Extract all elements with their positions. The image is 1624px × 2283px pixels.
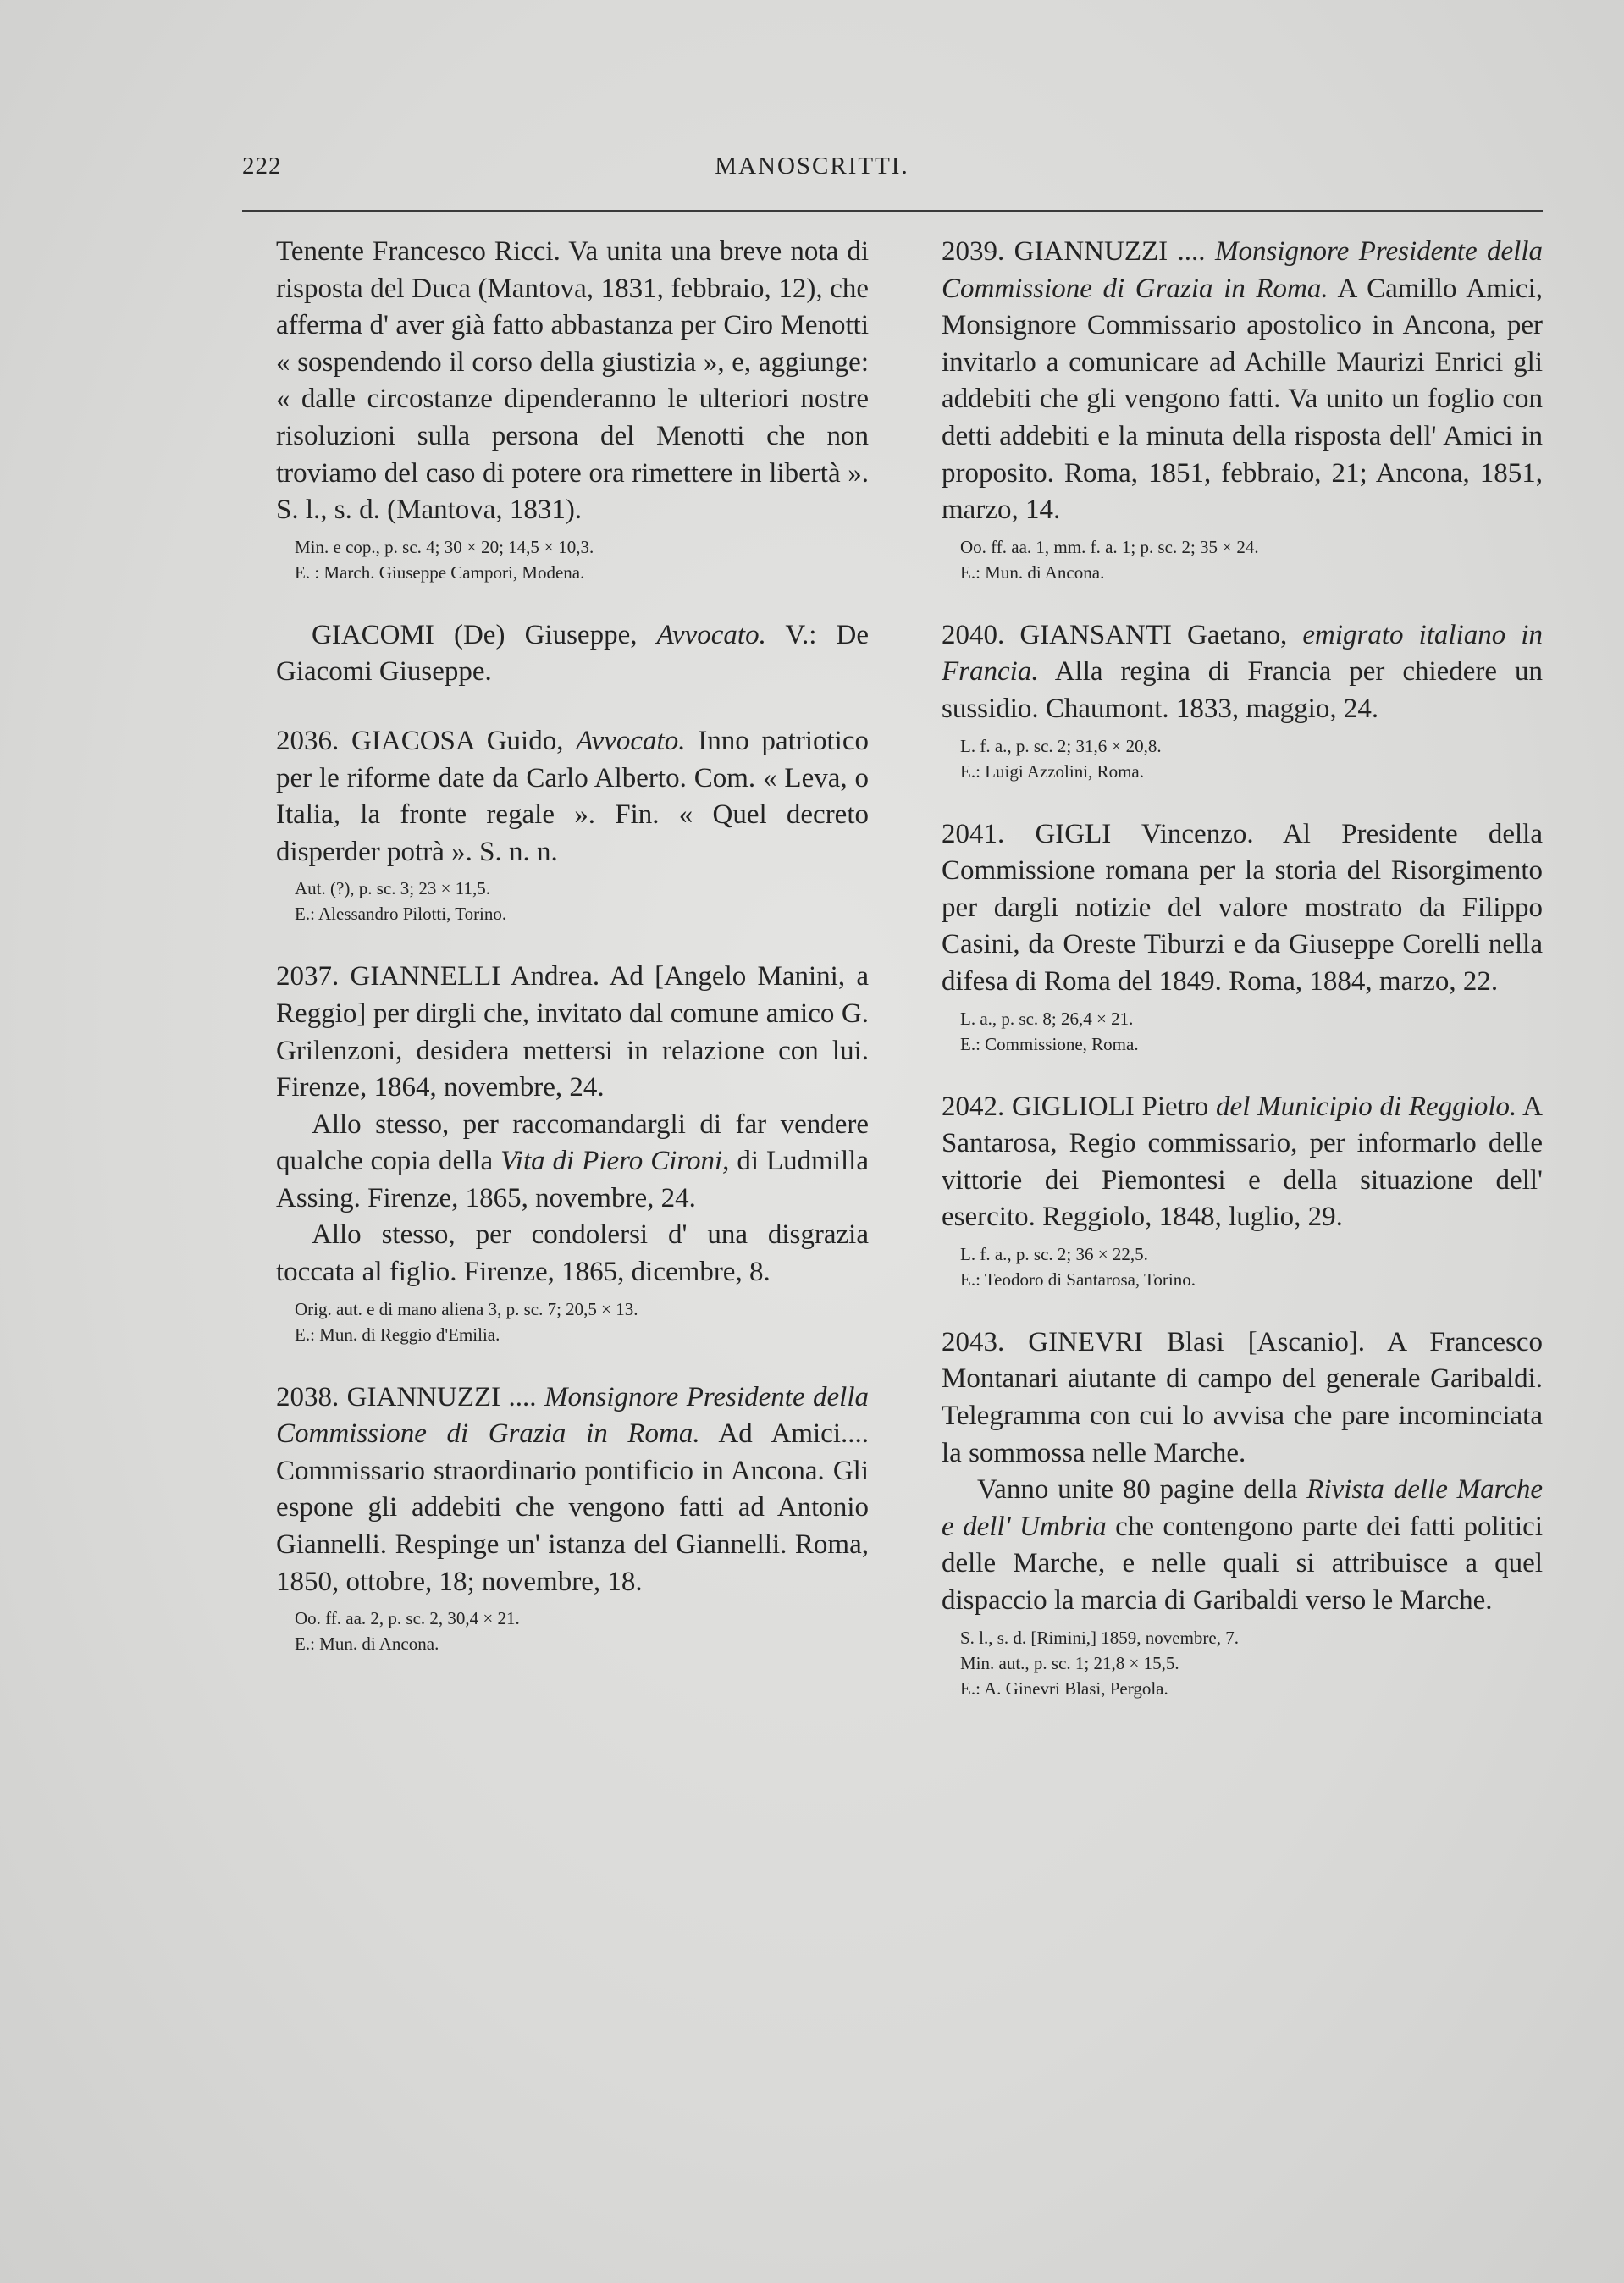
- meta-line: E.: Luigi Azzolini, Roma.: [960, 760, 1144, 782]
- entry-2041: [942, 816, 1543, 1057]
- entry-text: A Santarosa, Regio commissario, per informarlo delle vittorie dei Piemontesi e della situazione dell' esercito. Reggiolo, 1848, luglio, 29.: [942, 1091, 1543, 1233]
- entry-meta: [276, 876, 869, 926]
- entry-2043: [942, 1324, 1543, 1701]
- entry-text: Alla regina di Francia per chiedere un sussidio. Chaumont. 1833, maggio, 24.: [942, 656, 1543, 724]
- meta-line: Orig. aut. e di mano aliena 3, p. sc. 7; 20,5 × 13.: [295, 1298, 638, 1319]
- entry-head-italic: del Municipio di Reggiolo.: [1216, 1091, 1517, 1122]
- entry-meta: [276, 534, 869, 585]
- meta-line: E.: Mun. di Ancona.: [295, 1633, 439, 1655]
- meta-line: E.: Mun. di Reggio d'Emilia.: [295, 1324, 500, 1345]
- entry-text: che contengono parte dei fatti politici delle Marche, e nelle quali si attribuisce a quel dispaccio la marcia di Garibaldi verso le Marche.: [942, 1511, 1543, 1617]
- meta-line: Oo. ff. aa. 2, p. sc. 2, 30,4 × 21.: [295, 1608, 520, 1629]
- entry-head-italic: Monsignore Presidente della Commissione di Grazia in Roma.: [276, 1381, 870, 1450]
- entry-head-italic: Monsignore Presidente della Commissione di Grazia in Roma.: [942, 236, 1544, 304]
- entry-meta: [942, 1241, 1543, 1292]
- meta-line: Min. e cop., p. sc. 4; 30 × 20; 14,5 × 10,3.: [295, 536, 594, 557]
- entry-text: Tenente Francesco Ricci. Va unita una breve nota di risposta del Duca (Mantova, 1831, febbraio, 12), che afferma d' aver già fatto abbastanza per Ciro Menotti « sospendendo il corso della giustizia », e, aggiunge: « dalle circostanze dipenderanno le ulteriori nostre risoluzioni sulla persona del Menotti che non troviamo del caso di potere ora rimettere in libertà ». S. l., s. d. (Mantova, 1831).: [276, 236, 869, 526]
- entry-text: Allo stesso, per raccomandargli di far vendere qualche copia della: [276, 1108, 869, 1177]
- entry-italic-title: Vita di Piero Cironi,: [500, 1146, 730, 1177]
- entry-head: 2042. GIGLIOLI Pietro: [942, 1091, 1209, 1122]
- entry-text: 2037. GIANNELLI Andrea. Ad [Angelo Manini, a Reggio] per dirgli che, invitato dal comune amico G. Grilenzoni, desidera mettersi in relazione con lui. Firenze, 1864, novembre, 24.: [276, 961, 869, 1103]
- running-title: MANOSCRITTI.: [715, 152, 909, 180]
- entry-text: 2043. GINEVRI Blasi [Ascanio]. A Francesco Montanari aiutante di campo del generale Garibaldi. Telegramma con cui lo avvisa che pare incominciata la sommossa nelle Marche.: [942, 1326, 1543, 1468]
- entry-head-italic: Avvocato.: [576, 725, 686, 756]
- entry-head-italic: emigrato italiano in Francia.: [942, 619, 1544, 688]
- meta-line: S. l., s. d. [Rimini,] 1859, novembre, 7.: [960, 1627, 1239, 1648]
- meta-line: L. a., p. sc. 8; 26,4 × 21.: [960, 1008, 1134, 1029]
- meta-line: E.: Mun. di Ancona.: [960, 561, 1105, 583]
- entry-head: 2036. GIACOSA Guido,: [276, 725, 564, 756]
- meta-line: E.: Teodoro di Santarosa, Torino.: [960, 1269, 1196, 1290]
- entry-meta: [942, 534, 1543, 585]
- entry-head: 2039. GIANNUZZI ....: [942, 236, 1206, 267]
- entry-head: GIACOMI (De) Giuseppe,: [312, 619, 638, 650]
- entry-2042: [942, 1089, 1543, 1292]
- page-number: 222: [242, 152, 282, 180]
- meta-line: E.: A. Ginevri Blasi, Pergola.: [960, 1678, 1168, 1699]
- entry-italic-title: Rivista delle Marche e dell' Umbria: [942, 1474, 1544, 1542]
- meta-line: E. : March. Giuseppe Campori, Modena.: [295, 561, 585, 583]
- entry-meta: [942, 733, 1543, 784]
- entry-text: Ad Amici.... Commissario straordinario pontificio in Ancona. Gli espone gli addebiti che vengono fatti ad Antonio Giannelli. Respinge un' istanza del Giannelli. Roma, 1850, ottobre, 18; novembre, 18.: [276, 1418, 869, 1597]
- entry-head-italic: Avvocato.: [656, 619, 766, 650]
- entry-meta: [276, 1606, 869, 1656]
- entry-meta: [942, 1625, 1543, 1701]
- entry-2039: [942, 234, 1543, 585]
- entry-head: 2040. GIANSANTI Gaetano,: [942, 619, 1288, 650]
- left-column: [276, 234, 869, 1689]
- meta-line: E.: Alessandro Pilotti, Torino.: [295, 904, 507, 925]
- meta-line: E.: Commissione, Roma.: [960, 1033, 1139, 1054]
- right-column: [942, 234, 1543, 1733]
- entry-2038: [276, 1379, 869, 1657]
- entry-2040: [942, 617, 1543, 784]
- header-rule: [242, 210, 1543, 212]
- meta-line: Min. aut., p. sc. 1; 21,8 × 15,5.: [960, 1652, 1179, 1673]
- entry-text: di Ludmilla Assing. Firenze, 1865, novembre, 24.: [276, 1146, 869, 1213]
- entry-text: Vanno unite 80 pagine della: [977, 1474, 1298, 1506]
- entry-text: 2041. GIGLI Vincenzo. Al Presidente della Commissione romana per la storia del Risorgimento per dargli notizie del valore mostrato da Filippo Casini, da Oreste Tiburzi e da Giuseppe Corelli nella difesa di Roma del 1849. Roma, 1884, marzo, 22.: [942, 818, 1543, 997]
- entry-2037: [276, 959, 869, 1346]
- entry-2036: [276, 723, 869, 926]
- entry-giacomi: [276, 617, 869, 691]
- entry-meta: [276, 1296, 869, 1347]
- entry-text: V.: De Giacomi Giuseppe.: [276, 619, 870, 688]
- entry-text: Allo stesso, per condolersi d' una disgrazia toccata al figlio. Firenze, 1865, dicembre, 8.: [276, 1219, 869, 1288]
- entry-continuation: [276, 234, 869, 585]
- entry-text: Inno patriotico per le riforme date da Carlo Alberto. Com. « Leva, o Italia, la fronte regale ». Fin. « Quel decreto disperder potrà ». S. n. n.: [276, 725, 869, 867]
- entry-text: A Camillo Amici, Monsignore Commissario apostolico in Ancona, per invitarlo a comunicare ad Achille Maurizi Enrici gli addebiti che gli vengono fatti. Va unito un foglio con detti addebiti e la minuta della risposta dell' Amici in proposito. Roma, 1851, febbraio, 21; Ancona, 1851, marzo, 14.: [942, 273, 1543, 526]
- entry-head: 2038. GIANNUZZI ....: [276, 1381, 537, 1412]
- meta-line: L. f. a., p. sc. 2; 31,6 × 20,8.: [960, 735, 1162, 756]
- meta-line: L. f. a., p. sc. 2; 36 × 22,5.: [960, 1243, 1148, 1264]
- meta-line: Oo. ff. aa. 1, mm. f. a. 1; p. sc. 2; 35 × 24.: [960, 536, 1259, 557]
- entry-meta: [942, 1006, 1543, 1057]
- meta-line: Aut. (?), p. sc. 3; 23 × 11,5.: [295, 878, 490, 899]
